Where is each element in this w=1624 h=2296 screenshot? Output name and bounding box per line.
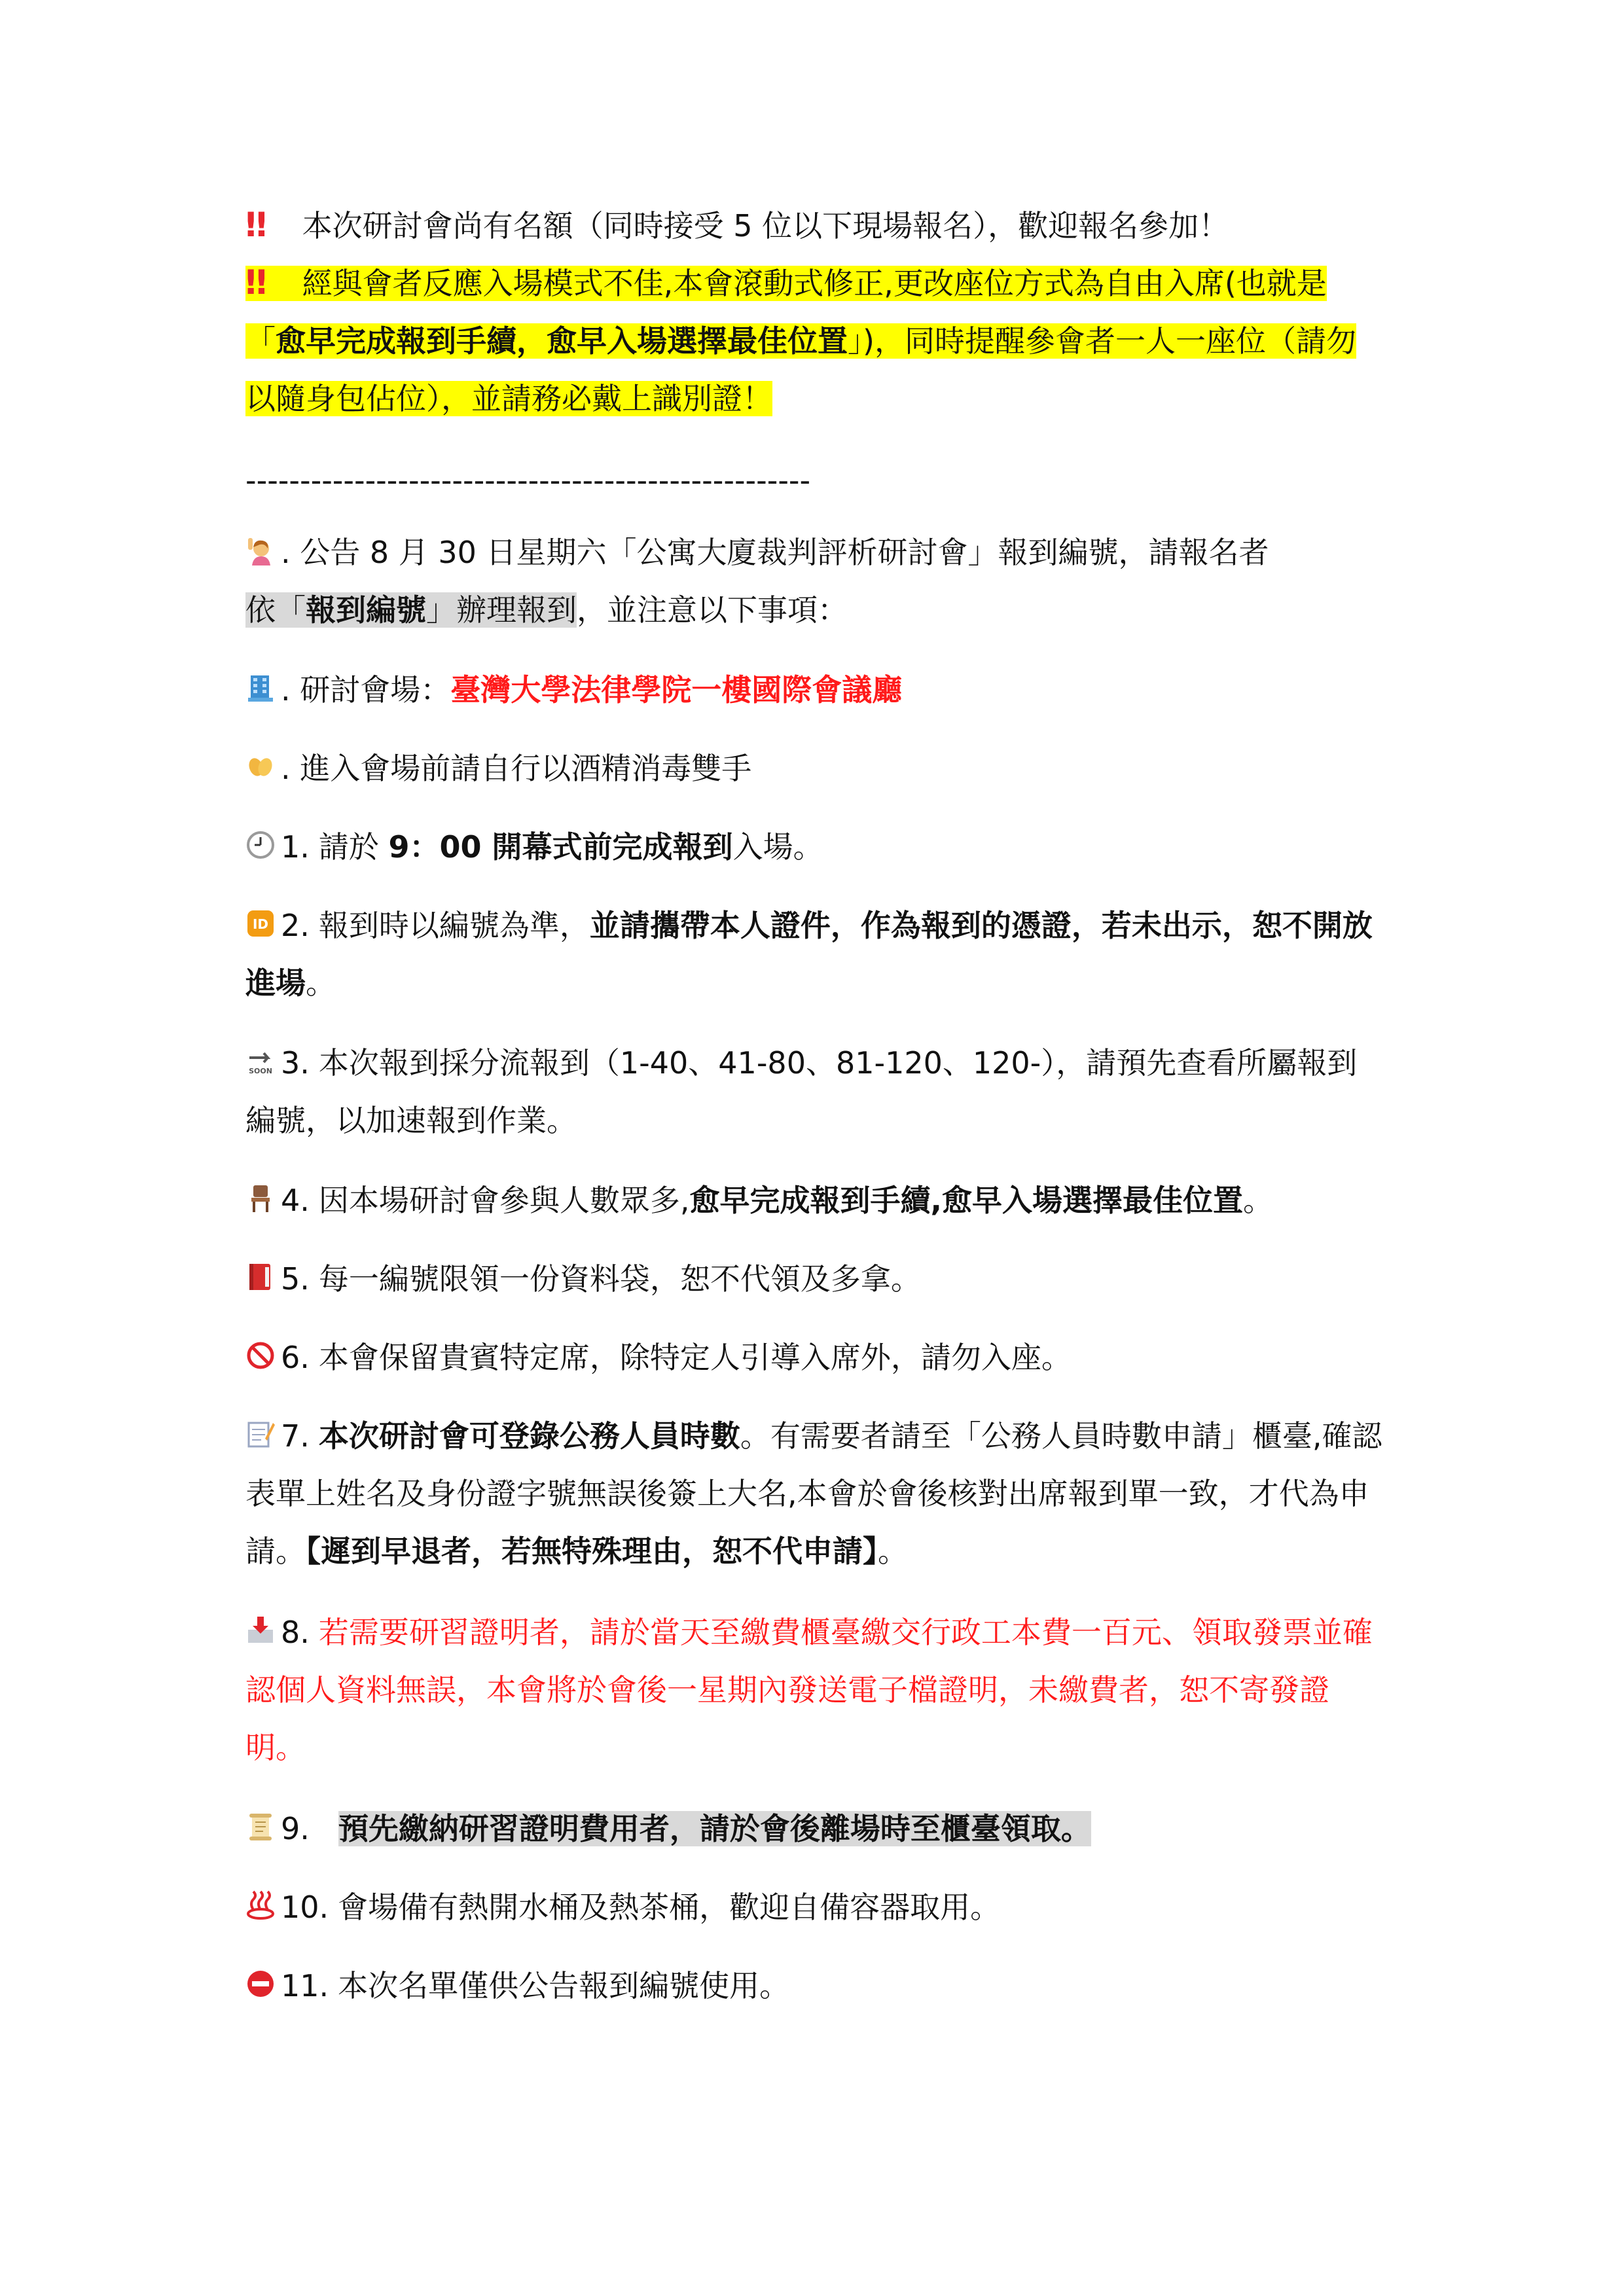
list-item: SOON 3. 本次報到採分流報到（1-40、41-80、81-120、120-），請預先查看所屬報到編號，以加速報到作業。	[245, 1034, 1384, 1149]
no-entry-icon	[245, 1960, 276, 1990]
id-badge-icon	[245, 899, 276, 932]
svg-text:SOON: SOON	[249, 1067, 272, 1075]
notice-seats: ‼ 本次研討會尚有名額（同時接受 5 位以下現場報名），歡迎報名參加！	[245, 206, 1229, 245]
list-item: 1. 請於 9：00 開幕式前完成報到入場。	[245, 818, 1384, 876]
list-item: 11. 本次名單僅供公告報到編號使用。	[245, 1957, 1384, 2015]
sanitize-line: . 進入會場前請自行以酒精消毒雙手	[245, 740, 1384, 797]
divider: ----------------------------------------------------	[245, 463, 811, 498]
clock-icon	[245, 821, 276, 851]
person-raising-hand-icon	[245, 526, 276, 556]
double-exclamation-icon: ‼	[245, 263, 263, 302]
list-item: 4. 因本場研討會參與人數眾多,愈早完成報到手續,愈早入場選擇最佳位置。	[245, 1172, 1384, 1229]
announcement: . 公告 8 月 30 日星期六「公寓大廈裁判評析研討會」報到編號，請報名者 依「報到編號」辦理報到，並注意以下事項：	[245, 524, 1384, 639]
svg-text:ID: ID	[252, 916, 269, 932]
list-item: 9. 預先繳納研習證明費用者，請於會後離場時至櫃臺領取。	[245, 1800, 1384, 1857]
double-exclamation-icon: ‼	[245, 206, 263, 245]
list-item: 8. 若需要研習證明者，請於當天至繳費櫃臺繳交行政工本費一百元、領取發票並確認個人資料無誤，本會將於會後一星期內發送電子檔證明，未繳費者，恕不寄發證明。	[245, 1604, 1384, 1776]
chair-icon	[245, 1174, 276, 1204]
list-item: ID 2. 報到時以編號為準，並請攜帶本人證件，作為報到的憑證，若未出示，恕不開放進場。	[245, 897, 1384, 1012]
clapping-hands-icon	[245, 742, 276, 772]
list-item: 6. 本會保留貴賓特定席，除特定人引導入席外，請勿入座。	[245, 1329, 1384, 1386]
list-item: 7. 本次研討會可登錄公務人員時數。有需要者請至「公務人員時數申請」櫃臺,確認表單上姓名及身份證字號無誤後簽上大名,本會於會後核對出席報到單一致，才代為申請。【遲到早退者，若無特殊理由，恕不代申請】。	[245, 1407, 1384, 1580]
prohibited-icon	[245, 1331, 276, 1361]
soon-arrow-icon	[245, 1037, 276, 1075]
venue-line: . 研討會場：臺灣大學法律學院一樓國際會議廳	[245, 661, 1384, 719]
notice-seating-change: ‼ 經與會者反應入場模式不佳,本會滾動式修正,更改座位方式為自由入席(也就是「愈早完成報到手續，愈早入場選擇最佳位置」)，同時提醒參會者一人一座位（請勿以隨身包佔位），並請務必戴上識別證！	[245, 263, 1356, 416]
list-item: 10. 會場備有熱開水桶及熱茶桶，歡迎自備容器取用。	[245, 1878, 1384, 1936]
scroll-icon	[245, 1803, 276, 1833]
memo-icon	[245, 1410, 276, 1440]
list-item: 5. 每一編號限領一份資料袋，恕不代領及多拿。	[245, 1250, 1384, 1308]
building-icon	[245, 664, 276, 694]
hot-springs-icon	[245, 1881, 276, 1911]
red-book-icon	[245, 1253, 276, 1283]
inbox-download-icon	[245, 1606, 276, 1636]
